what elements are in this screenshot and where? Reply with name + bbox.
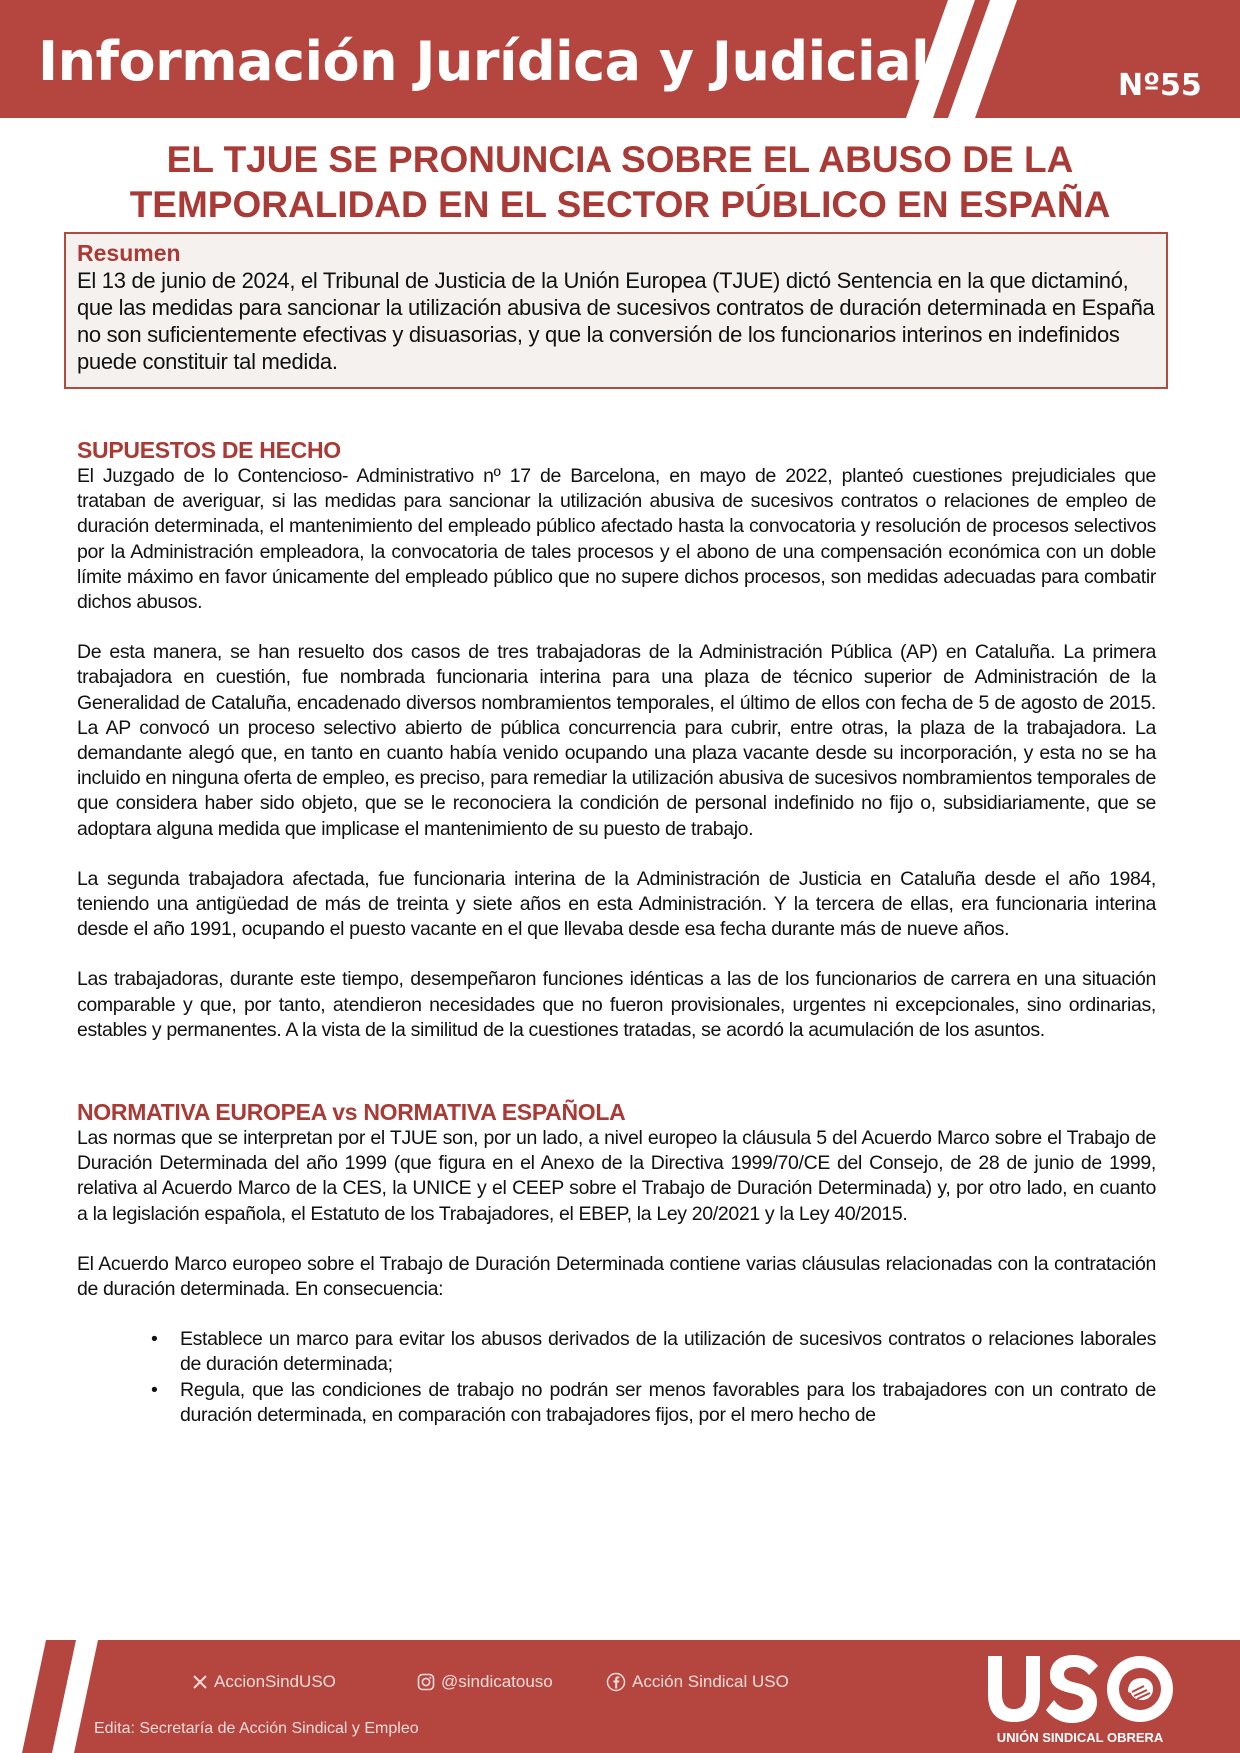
paragraph: La segunda trabajadora afectada, fue funcionaria interina de la Administración de Justicia en Cataluña desde el año 1984, teniendo una antigüedad de más de treinta y siete años en esta Administración. Y la tercera de ellas, era funcionaria interina desde el año 1991, ocupando el puesto vacante en el que llevaba desde esa fecha durante más de nueve años. [77,867,1156,941]
article-title [60,137,1180,227]
header-banner [0,0,1240,118]
article-title-line-1: EL TJUE SE PRONUNCIA SOBRE EL ABUSO DE LA [166,139,1074,180]
paragraph: De esta manera, se han resuelto dos casos de tres trabajadoras de la Administración Pública (AP) en Cataluña. La primera trabajadora en cuestión, fue nombrada funcionaria interina para una plaza de técnico superior de Administración de la Generalidad de Cataluña, encadenado diversos nombramientos temporales, el último de ellos con fecha de 5 de agosto de 2015. La AP convocó un proceso selectivo abierto de pública concurrencia para cubrir, entre otras, la plaza de la trabajadora. La demandante alegó que, en tanto en cuanto había venido ocupando una plaza vacante desde su incorporación, y esta no se ha incluido en ninguna oferta de empleo, es preciso, para remediar la utilización abusiva de sucesivos nombramientos temporales de que considera haber sido objeto, que se le reconociera la condición de personal indefinido no fijo o, subsidiariamente, que se adoptara alguna medida que implicase el mantenimiento de su puesto de trabajo. [77,641,1156,840]
paragraph: Las trabajadoras, durante este tiempo, desempeñaron funciones idénticas a las de los funcionarios de carrera en una situación comparable y que, por tanto, atendieron necesidades que no fueron provisionales, urgentes ni excepcionales, sino ordinarias, estables y permanentes. A la vista de la similitud de la cuestiones tratadas, se acordó la acumulación de los asuntos. [77,968,1156,1041]
list-item-text: Regula, que las condiciones de trabajo no podrán ser menos favorables para los trabajadores con un contrato de duración determinada, en comparación con trabajadores fijos, por el mero hecho de [180,1378,1156,1426]
summary-box [64,232,1168,389]
list-item [151,1378,1156,1428]
uso-logo [982,1652,1178,1728]
social-link-instagram[interactable] [417,1672,553,1692]
social-link-facebook[interactable] [606,1672,789,1692]
section-heading-facts: SUPUESTOS DE HECHO [77,437,341,463]
article-title-line-2: TEMPORALIDAD EN EL SECTOR PÚBLICO EN ESPAÑA [129,184,1111,225]
social-link-x[interactable] [192,1672,336,1692]
issue-number: Nº55 [1118,68,1202,103]
facebook-icon [606,1672,626,1692]
publication-title: Información Jurídica y Judicial [38,30,930,93]
paragraph: El Acuerdo Marco europeo sobre el Trabajo de Duración Determinada contiene varias cláusulas relacionadas con la contratación de duración determinada. En consecuencia: [77,1252,1156,1301]
editor-credit: Edita: Secretaría de Acción Sindical y Empleo [94,1720,419,1737]
summary-text: El 13 de junio de 2024, el Tribunal de Justicia de la Unión Europea (TJUE) dictó Sentencia en la que dictaminó, que las medidas para sancionar la utilización abusiva de sucesivos contratos de duración determinada en España no son suficientemente efectivas y disuasorias, y que la conversión de los funcionarios interinos en indefinidos puede constituir tal medida. [77,268,1155,374]
social-handle: AccionSindUSO [214,1672,336,1691]
social-handle: Acción Sindical USO [632,1672,789,1691]
summary-title: Resumen [77,240,181,266]
x-icon [192,1674,208,1690]
bullet-icon: • [151,1378,158,1401]
list-item [151,1327,1156,1377]
uso-logo-subtitle: UNIÓN SINDICAL OBRERA [996,1730,1164,1745]
paragraph: Las normas que se interpretan por el TJUE son, por un lado, a nivel europeo la cláusula 5 del Acuerdo Marco sobre el Trabajo de Duración Determinada del año 1999 (que figura en el Anexo de la Directiva 1999/70/CE del Consejo, de 28 de junio de 1999, relativa al Acuerdo Marco de la CES, la UNICE y el CEEP sobre el Trabajo de Duración Determinada) y, por otro lado, en cuanto a la legislación española, el Estatuto de los Trabajadores, el EBEP, la Ley 20/2021 y la Ley 40/2015. [77,1127,1156,1225]
social-handle: @sindicatouso [441,1672,553,1691]
paragraph: El Juzgado de lo Contencioso- Administrativo nº 17 de Barcelona, en mayo de 2022, planteó cuestiones prejudiciales que trataban de averiguar, si las medidas para sancionar la utilización abusiva de sucesivos contratos o relaciones de empleo de duración determinada, el mantenimiento del empleado público afectado hasta la convocatoria y resolución de procesos selectivos por la Administración empleadora, la convocatoria de tales procesos y el abono de una compensación económica con un doble límite máximo en favor únicamente del empleado público que no supere dichos procesos, son medidas adecuadas para combatir dichos abusos. [77,465,1156,614]
bullet-list [77,1327,1156,1428]
instagram-icon [417,1673,435,1691]
list-item-text: Establece un marco para evitar los abusos derivados de la utilización de sucesivos contratos o relaciones laborales de duración determinada; [180,1328,1156,1376]
article-body [77,437,1156,1428]
bullet-icon: • [151,1328,158,1351]
section-heading-norms: NORMATIVA EUROPEA vs NORMATIVA ESPAÑOLA [77,1099,626,1126]
footer-banner [0,1640,1240,1753]
